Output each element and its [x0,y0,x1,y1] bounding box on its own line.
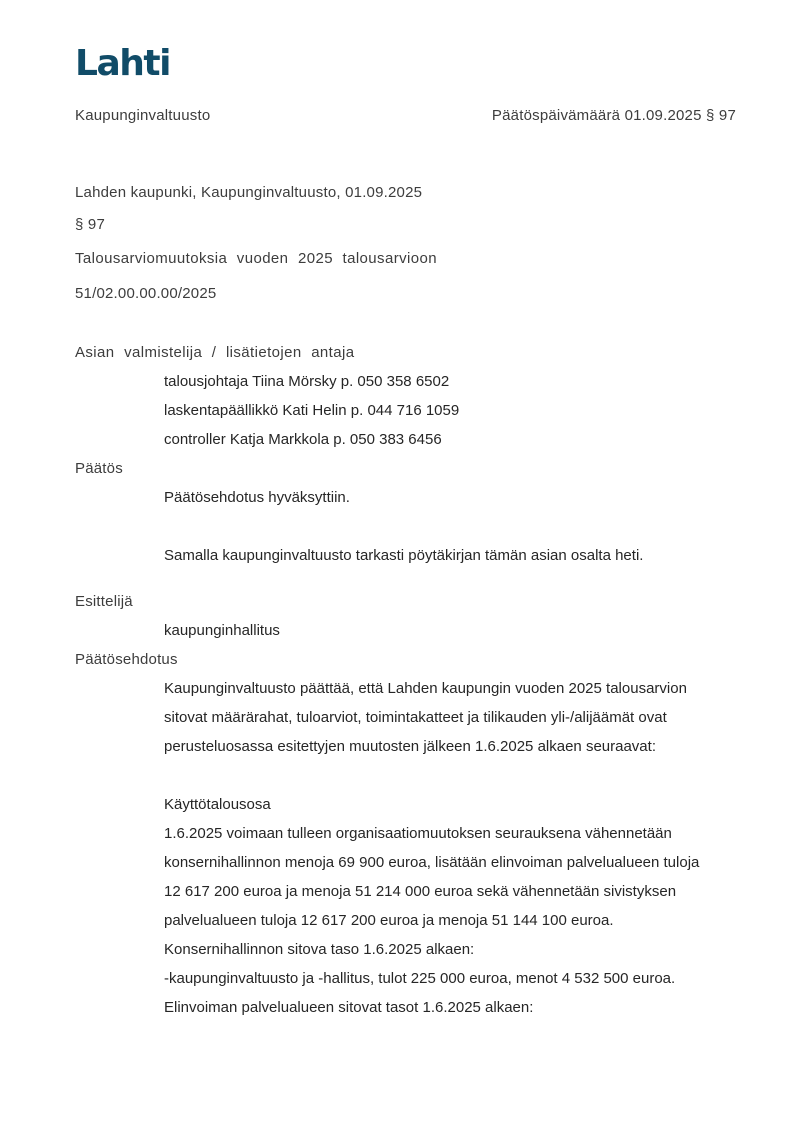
header-decision-date: Päätöspäivämäärä 01.09.2025 § 97 [491,107,736,124]
blank-line [75,512,736,541]
proposal-body-line: palvelualueen tuloja 12 617 200 euroa ja menoja 51 144 100 euroa. [164,912,614,929]
contact-line: talousjohtaja Tiina Mörsky p. 050 358 6502 [164,373,450,390]
proposal-body-line: konsernihallinnon menoja 69 900 euroa, lisätään elinvoiman palvelualueen tuloja [164,854,700,871]
contact-line: controller Katja Markkola p. 050 383 6456 [164,431,442,448]
presenter-label: Esittelijä [75,593,133,610]
blank-line [75,761,736,790]
org-meta-line: Lahden kaupunki, Kaupunginvaltuusto, 01.09.2025 [75,184,423,201]
proposal-body-line: Konsernihallinnon sitova taso 1.6.2025 alkaen: [164,941,475,958]
proposal-body-line: 12 617 200 euroa ja menoja 51 214 000 euroa sekä vähennetään sivistyksen [164,883,677,900]
document-body [75,338,736,1022]
proposal-body-line: -kaupunginvaltuusto ja -hallitus, tulot 225 000 euroa, menot 4 532 500 euroa. [164,970,676,987]
presenter-value: kaupunginhallitus [164,622,280,639]
section-spacer [75,570,736,587]
document-title: Talousarviomuutoksia vuoden 2025 talousarvioon [75,250,437,267]
proposal-line: sitovat määrärahat, tuloarviot, toimintakatteet ja tilikauden yli-/alijäämät ovat [164,709,667,726]
proposal-body-line: 1.6.2025 voimaan tulleen organisaatiomuutoksen seurauksena vähennetään [164,825,672,842]
header-org-name: Kaupunginvaltuusto [75,107,211,124]
proposal-subheading: Käyttötalousosa [164,796,271,813]
decision-label: Päätös [75,460,123,477]
proposal-label: Päätösehdotus [75,651,178,668]
page-header [75,107,736,124]
proposal-body-line: Elinvoiman palvelualueen sitovat tasot 1.6.2025 alkaen: [164,999,534,1016]
proposal-line: Kaupunginvaltuusto päättää, että Lahden kaupungin vuoden 2025 talousarvion [164,680,687,697]
case-number: 51/02.00.00.00/2025 [75,285,217,302]
section-mark: § 97 [75,216,105,233]
decision-line: Samalla kaupunginvaltuusto tarkasti pöytäkirjan tämän asian osalta heti. [164,547,644,564]
contact-line: laskentapäällikkö Kati Helin p. 044 716 1059 [164,402,460,419]
decision-line: Päätösehdotus hyväksyttiin. [164,489,350,506]
preparer-label: Asian valmistelija / lisätietojen antaja [75,344,355,361]
lahti-logo: Lahti [75,43,170,84]
proposal-line: perusteluosassa esitettyjen muutosten jälkeen 1.6.2025 alkaen seuraavat: [164,738,656,755]
